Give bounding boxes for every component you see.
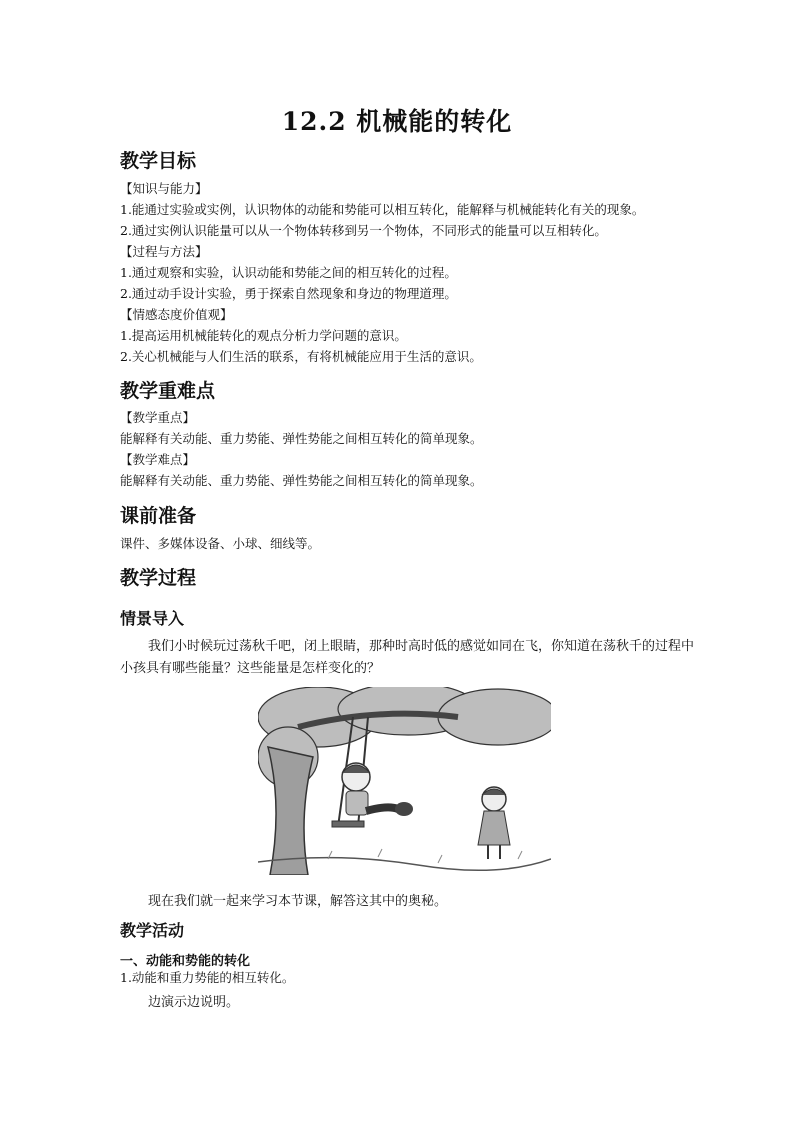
heading-preparation: 课前准备 <box>120 505 197 527</box>
swing-illustration-icon <box>258 687 551 875</box>
intro-paragraph: 我们小时候玩过荡秋千吧，闭上眼睛，那种时高时低的感觉如同在飞，你知道在荡秋千的过程中小孩具有哪些能量？这些能量是怎样变化的？ <box>120 639 695 676</box>
heading-activity: 教学活动 <box>120 921 185 940</box>
label-focus: 【教学重点】 <box>120 410 196 425</box>
attitude-item-2: 2.关心机械能与人们生活的联系，有将机械能应用于生活的意识。 <box>120 349 482 364</box>
heading-objectives: 教学目标 <box>120 150 197 172</box>
attitude-item-1: 1.提高运用机械能转化的观点分析力学问题的意识。 <box>120 328 407 343</box>
activity-subheading: 一、动能和势能的转化 <box>120 954 251 969</box>
activity-note: 边演示边说明。 <box>148 995 240 1010</box>
process-item-1: 1.通过观察和实验，认识动能和势能之间的相互转化的过程。 <box>120 265 457 280</box>
heading-key-points: 教学重难点 <box>120 380 216 402</box>
label-attitude: 【情感态度价值观】 <box>120 307 233 322</box>
page-title: 12.2 机械能的转化 <box>281 107 513 136</box>
activity-item-1: 1.动能和重力势能的相互转化。 <box>120 970 295 985</box>
label-knowledge: 【知识与能力】 <box>120 181 208 196</box>
knowledge-item-1: 1.能通过实验或实例，认识物体的动能和势能可以相互转化，能解释与机械能转化有关的现象。 <box>120 202 645 217</box>
preparation-text: 课件、多媒体设备、小球、细线等。 <box>120 536 321 551</box>
label-process: 【过程与方法】 <box>120 244 208 259</box>
focus-text: 能解释有关动能、重力势能、弹性势能之间相互转化的简单现象。 <box>120 431 483 446</box>
difficulty-text: 能解释有关动能、重力势能、弹性势能之间相互转化的简单现象。 <box>120 473 483 488</box>
label-difficulty: 【教学难点】 <box>120 452 196 467</box>
heading-process: 教学过程 <box>120 567 197 589</box>
knowledge-item-2: 2.通过实例认识能量可以从一个物体转移到另一个物体，不同形式的能量可以互相转化。 <box>120 223 607 238</box>
heading-intro: 情景导入 <box>120 609 185 628</box>
after-image-text: 现在我们就一起来学习本节课，解答这其中的奥秘。 <box>148 894 448 909</box>
process-item-2: 2.通过动手设计实验，勇于探索自然现象和身边的物理道理。 <box>120 286 457 301</box>
